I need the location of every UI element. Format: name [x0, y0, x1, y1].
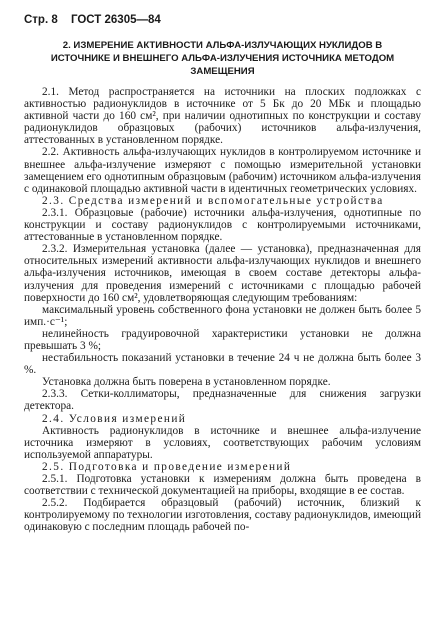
paragraph-2-5-1: 2.5.1. Подготовка установки к измерениям должна быть проведена в соответствии с технической документацией на приборы, входящие в ее состав. [24, 473, 421, 498]
paragraph-2-3-3: 2.3.3. Сетки-коллиматоры, предназначенные для снижения загрузки детектора. [24, 388, 421, 413]
subheading-2-5: 2.5. Подготовка и проведение измерений [42, 460, 292, 473]
standard-number: ГОСТ 26305—84 [70, 14, 161, 26]
paragraph-2-3-1: 2.3.1. Образцовые (рабочие) источники альфа-излучения, однотипные по конструкции и составу радионуклидов с контролируемыми источниками, аттестованные в установленном порядке. [24, 206, 421, 244]
requirement-nonlinearity: нелинейность градуировочной характеристики установки не должна превышать 3 %; [24, 327, 421, 352]
paragraph-2-3-2: 2.3.2. Измерительная установка (далее — установка), предназначенная для относительных измерений активности альфа-излучающих нуклидов и внешнего альфа-излучения источников, имеющая в своем составе детекторы альфа-излучения для проведения измерений с источниками с площадью рабочей поверхности до 160 см², удовлетворяющая следующим требованиям: [24, 243, 421, 304]
paragraph-2-4-body: Активность радионуклидов в источнике и внешнее альфа-излучение источника измеряют в условиях, соответствующих рабочим условиям используемой аппаратуры. [24, 424, 421, 461]
requirement-instability: нестабильность показаний установки в течение 24 ч не должна быть более 3 %. [24, 352, 421, 377]
subheading-2-4: 2.4. Условия измерений [42, 412, 187, 425]
subheading-2-3: 2.3. Средства измерений и вспомогательные устройства [42, 194, 384, 207]
running-header [24, 14, 421, 27]
paragraph-verification: Установка должна быть поверена в установленном порядке. [42, 376, 331, 389]
paragraph-2-2: 2.2. Активность альфа-излучающих нуклидов в контролируемом источнике и внешнее альфа-излучение измеряют с помощью измерительной установки замещением его однотипным образцовым (рабочим) источником альфа-излучения с одинаковой площадью активной части в идентичных геометрических условиях. [24, 146, 421, 195]
requirement-background: максимальный уровень собственного фона установки не должен быть более 5 имп.·с⁻¹; [24, 303, 421, 328]
section-title: 2. ИЗМЕРЕНИЕ АКТИВНОСТИ АЛЬФА-ИЗЛУЧАЮЩИХ НУКЛИДОВ В ИСТОЧНИКЕ И ВНЕШНЕГО АЛЬФА-ИЗЛУЧЕНИЯ ИСТОЧНИКА МЕТОДОМ ЗАМЕЩЕНИЯ [50, 40, 395, 77]
paragraph-2-1: 2.1. Метод распространяется на источники на плоских подложках с активностью радионуклидов в источнике от 5 Бк до 20 МБк и площадью активной части до 160 см², при наличии однотипных по конструкции и составу радионуклидов образцовых (рабочих) источников альфа-излучения, аттестованных в установленном порядке. [24, 86, 421, 147]
page-number: Стр. 8 [24, 14, 58, 26]
paragraph-2-5-2: 2.5.2. Подбирается образцовый (рабочий) источник, близкий к контролируемому по технологии изготовления, составу радионуклидов, имеющий одинаковую с последним площадь рабочей по- [24, 497, 421, 534]
